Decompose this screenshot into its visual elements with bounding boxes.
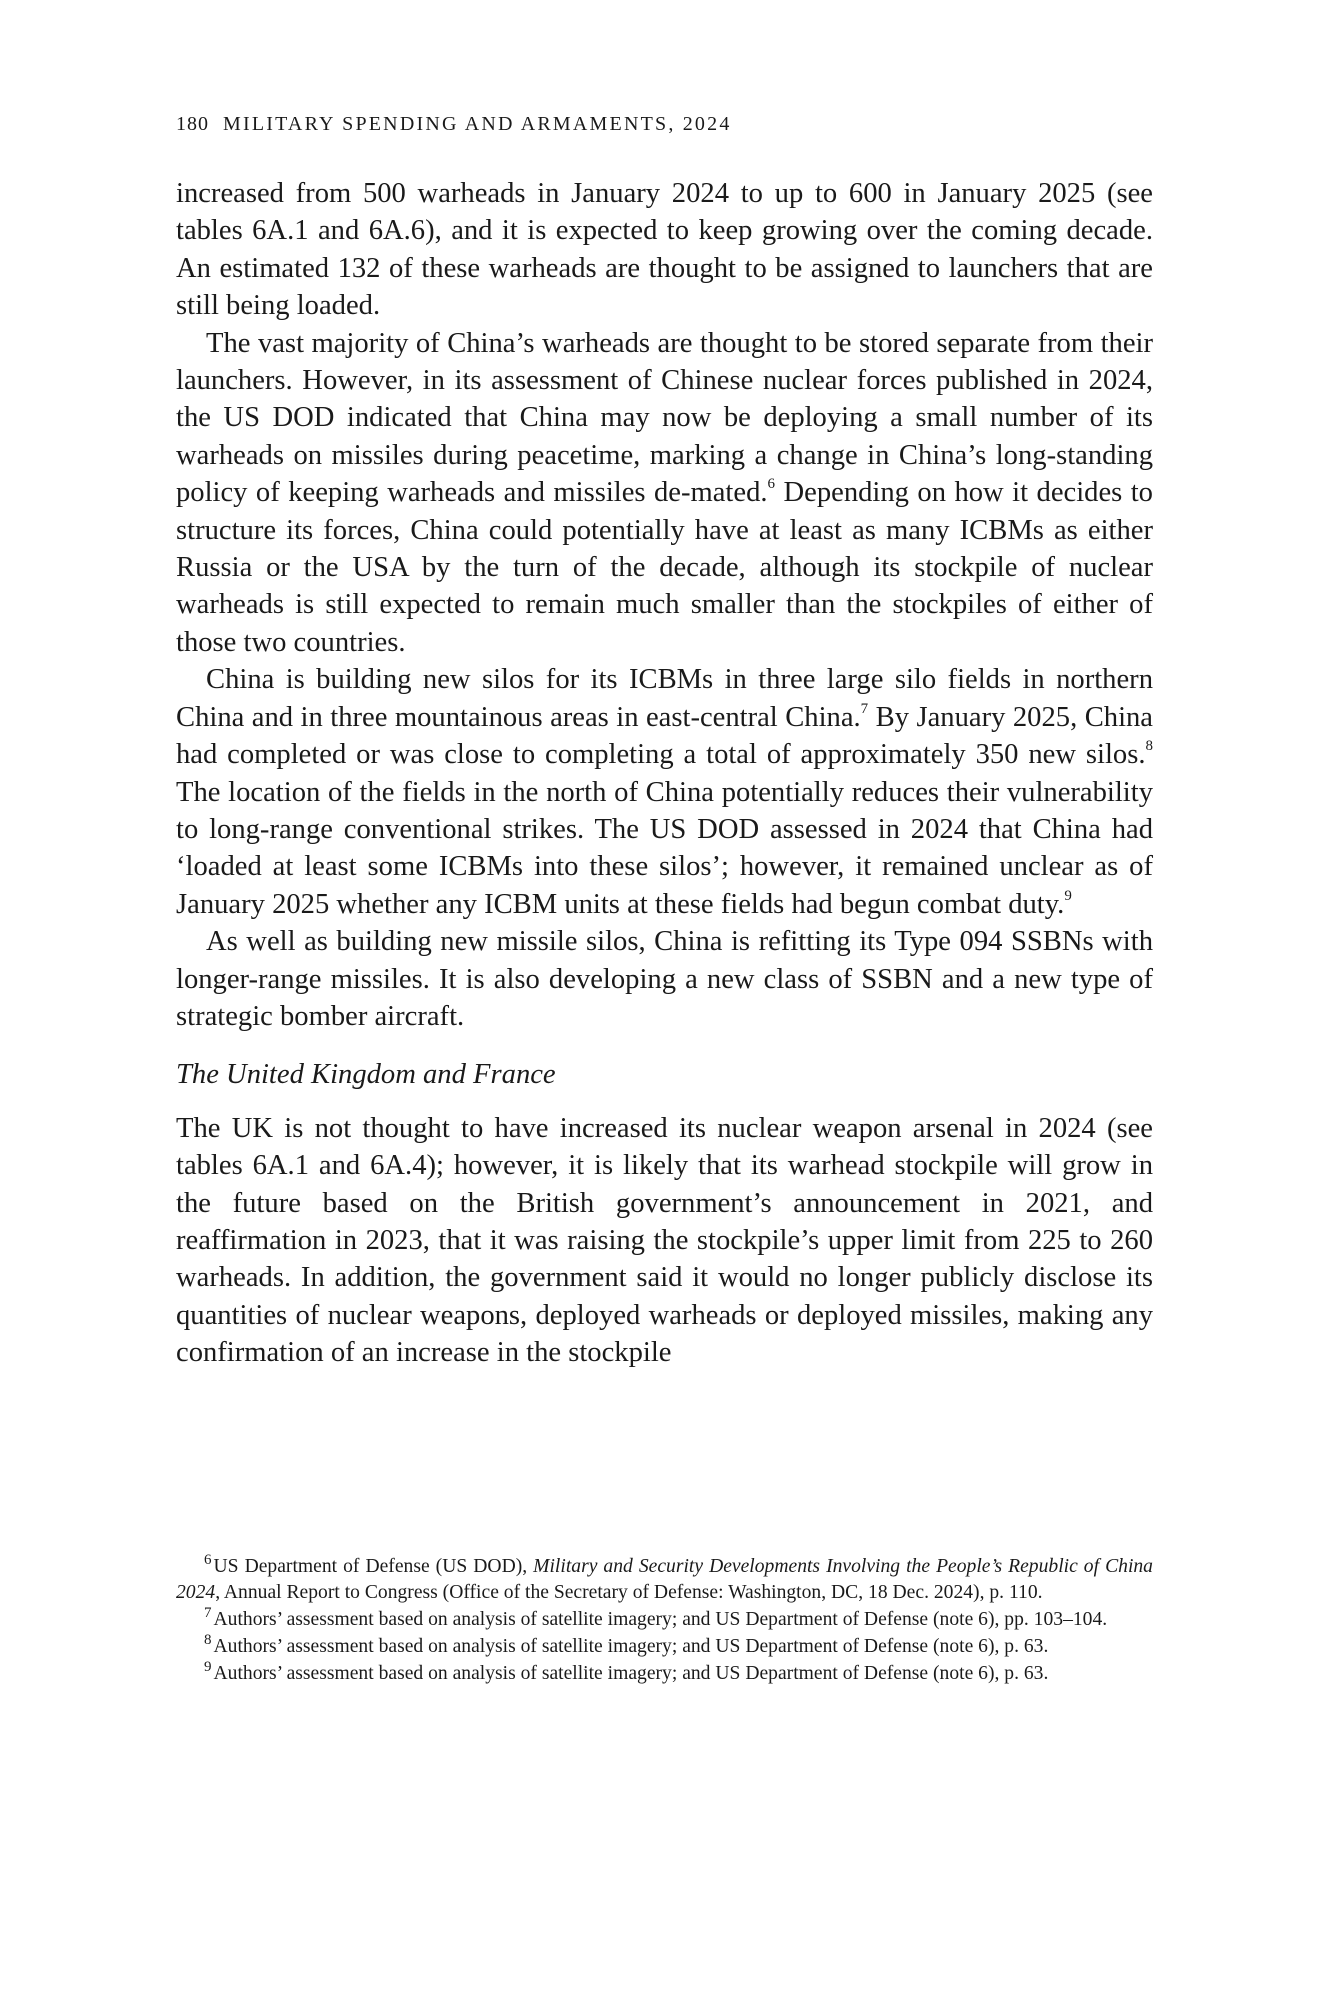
footnote-ref-7[interactable]: 7 xyxy=(860,700,869,717)
footnote-number: 9 xyxy=(204,1659,212,1675)
footnote-8 xyxy=(176,1634,1153,1660)
body-text xyxy=(176,175,1153,1372)
footnote-text: Authors’ assessment based on analysis of satellite imagery; and US Department of Defense (note 6), p. 63. xyxy=(213,1663,1049,1684)
footnote-ref-9[interactable]: 9 xyxy=(1064,887,1072,904)
paragraph-2-continued: Depending on how it decides to structure its forces, China could potentially have at least as many ICBMs as either Russia or the USA by the turn of the decade, although its stockpile of nuclear warheads is still expected to remain much smaller than the stockpiles of either of those two countries. xyxy=(176,477,1153,658)
footnote-ref-8[interactable]: 8 xyxy=(1145,738,1153,755)
paragraph-4: As well as building new missile silos, China is refitting its Type 094 SSBNs with longer-range missiles. It is also developing a new class of SSBN and a new type of strategic bomber aircraft. xyxy=(176,926,1153,1032)
footnote-text-continued: , Annual Report to Congress (Office of the Secretary of Defense: Washington, DC, 18 Dec. 2024), p. 110. xyxy=(215,1582,1043,1603)
footnotes xyxy=(176,1554,1153,1688)
footnote-7 xyxy=(176,1607,1153,1633)
paragraph-2 xyxy=(176,325,1153,662)
footnote-number: 8 xyxy=(204,1632,212,1648)
footnote-number: 6 xyxy=(204,1552,212,1568)
running-head xyxy=(176,113,732,136)
paragraph-3 xyxy=(176,661,1153,923)
footnote-9 xyxy=(176,1661,1153,1687)
paragraph-3-text-a: China is building new silos for its ICBMs in three large silo fields in northern China and in three mountainous areas in east-central China. xyxy=(176,664,1153,733)
paragraph-3-text-c: The location of the fields in the north of China potentially reduces their vulnerability to long-range conventional strikes. The US DOD assessed in 2024 that China had ‘loaded at least some ICBMs into these silos’; however, it remained unclear as of January 2025 whether any ICBM units at these fields had begun combat duty. xyxy=(176,776,1153,920)
paragraph-1: increased from 500 warheads in January 2024 to up to 600 in January 2025 (see tables 6A.1 and 6A.6), and it is expected to keep growing over the coming decade. An estimated 132 of these warheads are thought to be assigned to launchers that are still being loaded. xyxy=(176,178,1153,322)
page-number: 180 xyxy=(176,113,209,135)
footnote-cited-title: Military and Security Developments Involving the People’s Republic of China 2024 xyxy=(176,1556,1153,1603)
footnote-text: Authors’ assessment based on analysis of satellite imagery; and US Department of Defense (note 6), pp. 103–104. xyxy=(213,1609,1108,1630)
running-head-title: MILITARY SPENDING AND ARMAMENTS, 2024 xyxy=(223,113,732,135)
section-subheading: The United Kingdom and France xyxy=(176,1059,556,1091)
footnote-text: US Department of Defense (US DOD), xyxy=(213,1556,534,1577)
paragraph-3-text-b: By January 2025, China had completed or was close to completing a total of approximately 350 new silos. xyxy=(176,701,1153,771)
footnote-6 xyxy=(176,1554,1153,1606)
footnote-ref-6[interactable]: 6 xyxy=(767,476,776,493)
paragraph-2-text: The vast majority of China’s warheads are thought to be stored separate from their launchers. However, in its assessment of Chinese nuclear forces published in 2024, the US DOD indicated that China may now be deploying a small number of its warheads on missiles during peacetime, marking a change in China’s long-standing policy of keeping warheads and missiles de-mated. xyxy=(176,327,1153,509)
footnote-text: Authors’ assessment based on analysis of satellite imagery; and US Department of Defense (note 6), p. 63. xyxy=(213,1636,1049,1657)
footnote-number: 7 xyxy=(204,1605,212,1621)
paragraph-5: The UK is not thought to have increased its nuclear weapon arsenal in 2024 (see tables 6A.1 and 6A.4); however, it is likely that its warhead stockpile will grow in the future based on the British government’s announcement in 2021, and reaffirmation in 2023, that it was raising the stockpile’s upper limit from 225 to 260 warheads. In addition, the government said it would no longer publicly disclose its quantities of nuclear weapons, deployed warheads or deployed missiles, making any confirmation of an increase in the stockpile xyxy=(176,1112,1153,1369)
